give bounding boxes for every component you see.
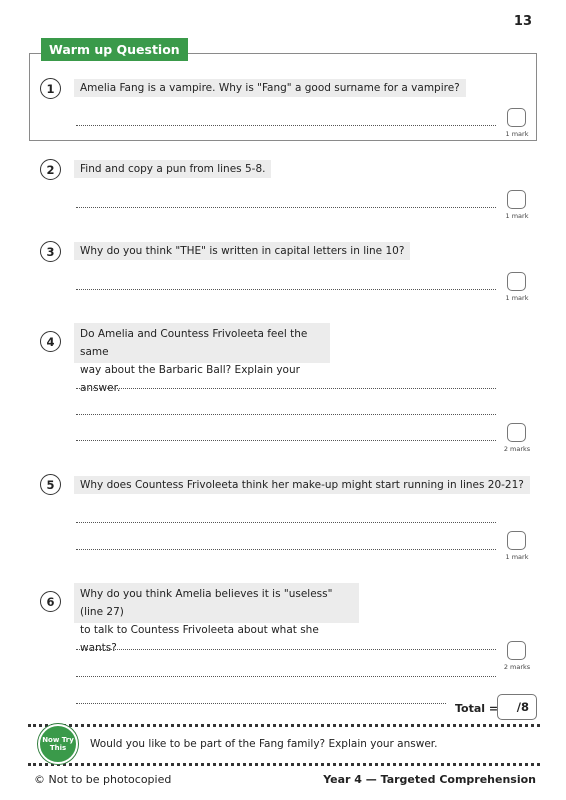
- question-number-5: 5: [40, 474, 61, 495]
- book-title: Year 4 — Targeted Comprehension: [323, 773, 536, 786]
- mark-label-2: 1 mark: [505, 212, 529, 220]
- answer-line-6-2[interactable]: [76, 676, 496, 677]
- now-try-badge-line-2: This: [49, 744, 67, 752]
- warmup-frame: [29, 53, 537, 141]
- mark-box-3[interactable]: [507, 272, 526, 291]
- question-6-text: [74, 583, 359, 654]
- answer-line-6-1[interactable]: [76, 649, 496, 650]
- mark-label-3: 1 mark: [505, 294, 529, 302]
- mark-label-6: 2 marks: [503, 663, 531, 671]
- now-try-badge: [38, 724, 78, 764]
- answer-line-5-2[interactable]: [76, 549, 496, 550]
- now-try-badge-line-1: Now Try: [42, 736, 74, 744]
- question-4-text: [74, 323, 330, 394]
- question-1-text: Amelia Fang is a vampire. Why is "Fang" a good surname for a vampire?: [74, 79, 466, 97]
- mark-box-4[interactable]: [507, 423, 526, 442]
- warmup-title: Warm up Question: [41, 38, 188, 61]
- question-4-line-1: Do Amelia and Countess Frivoleeta feel the same: [80, 328, 308, 358]
- total-score-box[interactable]: /8: [497, 694, 537, 720]
- mark-box-1[interactable]: [507, 108, 526, 127]
- question-3-text: Why do you think "THE" is written in capital letters in line 10?: [74, 242, 410, 260]
- page-number: 13: [513, 14, 532, 29]
- question-2-text: Find and copy a pun from lines 5-8.: [74, 160, 271, 178]
- mark-label-4: 2 marks: [503, 445, 531, 453]
- answer-line-3-1[interactable]: [76, 289, 496, 290]
- mark-box-2[interactable]: [507, 190, 526, 209]
- question-number-1: 1: [40, 78, 61, 99]
- question-number-2: 2: [40, 159, 61, 180]
- question-6-line-2: to talk to Countess Frivoleeta about what she wants?: [80, 624, 319, 654]
- answer-line-1-1[interactable]: [76, 125, 496, 126]
- answer-line-5-1[interactable]: [76, 522, 496, 523]
- mark-label-1: 1 mark: [505, 130, 529, 138]
- question-number-6: 6: [40, 591, 61, 612]
- answer-line-4-1[interactable]: [76, 388, 496, 389]
- answer-line-2-1[interactable]: [76, 207, 496, 208]
- answer-line-4-2[interactable]: [76, 414, 496, 415]
- question-4-line-2: way about the Barbaric Ball? Explain your answer.: [80, 364, 300, 394]
- question-number-4: 4: [40, 331, 61, 352]
- mark-box-6[interactable]: [507, 641, 526, 660]
- answer-line-4-3[interactable]: [76, 440, 496, 441]
- now-try-question: Would you like to be part of the Fang family? Explain your answer.: [90, 738, 438, 750]
- total-label: Total =: [455, 702, 499, 715]
- answer-line-6-3[interactable]: [76, 703, 446, 704]
- mark-label-5: 1 mark: [505, 553, 529, 561]
- question-5-text: Why does Countess Frivoleeta think her make-up might start running in lines 20-21?: [74, 476, 530, 494]
- mark-box-5[interactable]: [507, 531, 526, 550]
- copyright-notice: © Not to be photocopied: [34, 773, 172, 786]
- question-number-3: 3: [40, 241, 61, 262]
- question-6-line-1: Why do you think Amelia believes it is "useless" (line 27): [80, 588, 333, 618]
